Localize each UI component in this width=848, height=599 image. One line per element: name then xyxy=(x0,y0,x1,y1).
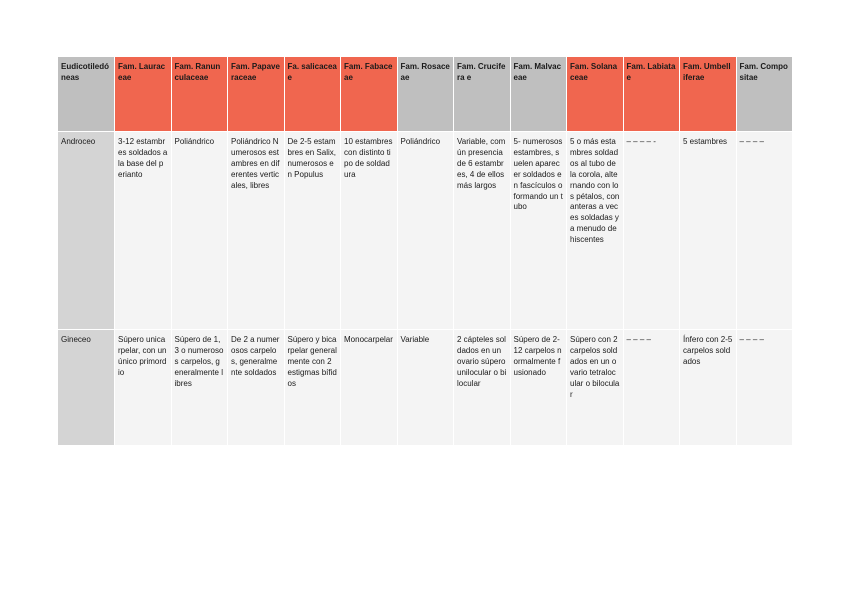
table-cell: De 2-5 estambres en Salix, numerosos en Populus xyxy=(284,132,341,330)
header-solanaceae: Fam. Solanaceae xyxy=(567,57,624,132)
header-malvaceae: Fam. Malvaceae xyxy=(510,57,567,132)
table-cell: – – – – xyxy=(736,132,793,330)
header-crucifera: Fam. Crucifera e xyxy=(454,57,511,132)
table-cell: Súpero unicarpelar, con un único primordio xyxy=(115,330,172,446)
table-cell: De 2 a numerosos carpelos, generalmente soldados xyxy=(228,330,285,446)
table-cell: – – – – xyxy=(623,330,680,446)
header-papaveraceae: Fam. Papaveraceae xyxy=(228,57,285,132)
row-label: Androceo xyxy=(58,132,115,330)
header-row xyxy=(58,57,793,132)
table-cell: Poliándrico xyxy=(397,132,454,330)
table-cell: 10 estambres con distinto tipo de soldadura xyxy=(341,132,398,330)
table-cell: Variable, común presencia de 6 estambres, 4 de ellos más largos xyxy=(454,132,511,330)
header-labiatae: Fam. Labiatae xyxy=(623,57,680,132)
header-rosaceae: Fam. Rosaceae xyxy=(397,57,454,132)
table-cell: Súpero y bicarpelar generalmente con 2 estigmas bífidos xyxy=(284,330,341,446)
header-ranunculaceae: Fam. Ranunculaceae xyxy=(171,57,228,132)
table-cell: 5 estambres xyxy=(680,132,737,330)
table-cell: Súpero de 2-12 carpelos normalmente fusionado xyxy=(510,330,567,446)
table-cell: Poliándrico xyxy=(171,132,228,330)
table-cell: Súpero con 2 carpelos soldados en un ovario tetralocular o bilocular xyxy=(567,330,624,446)
corner-header: Eudicotiledóneas xyxy=(58,57,115,132)
table-cell: 5- numerosos estambres, suelen aparecer soldados en fascículos o formando un tubo xyxy=(510,132,567,330)
header-fabaceae: Fam. Fabaceae xyxy=(341,57,398,132)
table-cell: – – – – - xyxy=(623,132,680,330)
table-row-gineceo xyxy=(58,330,793,446)
row-label: Gineceo xyxy=(58,330,115,446)
table-row-androceo xyxy=(58,132,793,330)
header-compositae: Fam. Compositae xyxy=(736,57,793,132)
table-cell: 5 o más estambres soldados al tubo de la corola, alternando con los pétalos, con anteras a veces soldadas y a menudo dehiscentes xyxy=(567,132,624,330)
table-cell: Poliándrico Numerosos estambres en diferentes verticales, libres xyxy=(228,132,285,330)
table-cell: – – – – xyxy=(736,330,793,446)
table-cell: Súpero de 1, 3 o numerosos carpelos, generalmente libres xyxy=(171,330,228,446)
header-salicaceae: Fa. salicaceae xyxy=(284,57,341,132)
table-cell: Ínfero con 2-5 carpelos soldados xyxy=(680,330,737,446)
header-lauraceae: Fam. Lauraceae xyxy=(115,57,172,132)
table-cell: 3-12 estambres soldados a la base del perianto xyxy=(115,132,172,330)
table-cell: 2 cápteles soldados en un ovario súpero unilocular o bilocular xyxy=(454,330,511,446)
table-cell: Monocarpelar xyxy=(341,330,398,446)
header-umbelliferae: Fam. Umbelliferae xyxy=(680,57,737,132)
families-table xyxy=(57,56,793,446)
table-cell: Variable xyxy=(397,330,454,446)
